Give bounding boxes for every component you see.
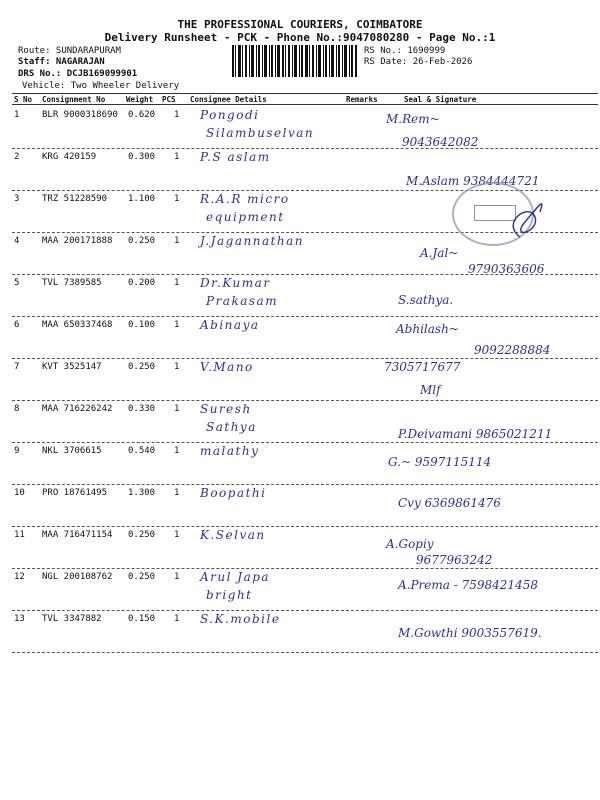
rs-date: RS Date: 26-Feb-2026 — [364, 57, 473, 67]
row-sno: 11 — [14, 530, 25, 540]
row-consignment-no: MAA 650337468 — [42, 320, 113, 330]
row-divider — [12, 568, 598, 569]
vehicle-label: Vehicle: Two Wheeler Delivery — [22, 81, 180, 91]
row-divider — [12, 400, 598, 401]
row-signature: M.Gowthi 9003557619. — [398, 626, 542, 640]
signature-scribble-icon — [490, 192, 550, 242]
row-pcs: 1 — [174, 488, 180, 498]
row-sno: 5 — [14, 278, 20, 288]
col-pcs: PCS — [162, 95, 176, 104]
rs-number: RS No.: 1690999 — [364, 46, 446, 56]
row-weight: 1.100 — [128, 194, 156, 204]
row-weight: 0.250 — [128, 362, 156, 372]
row-sno: 9 — [14, 446, 20, 456]
row-pcs: 1 — [174, 320, 180, 330]
row-weight: 0.300 — [128, 152, 156, 162]
row-consignee-name-line2: Silambuselvan — [206, 126, 315, 140]
row-sno: 13 — [14, 614, 25, 624]
row-divider — [12, 358, 598, 359]
row-pcs: 1 — [174, 362, 180, 372]
row-consignee-name: K.Selvan — [200, 528, 266, 542]
row-pcs: 1 — [174, 614, 180, 624]
col-consignment: Consignment No — [42, 95, 106, 104]
row-weight: 1.300 — [128, 488, 156, 498]
row-pcs: 1 — [174, 152, 180, 162]
row-consignment-no: PRO 18761495 — [42, 488, 108, 498]
row-consignee-name: Suresh — [200, 402, 252, 416]
row-sno: 1 — [14, 110, 20, 120]
row-weight: 0.540 — [128, 446, 156, 456]
col-sno: S No — [14, 95, 33, 104]
row-signature: A.Prema - 7598421458 — [398, 578, 538, 592]
row-consignment-no: MAA 200171888 — [42, 236, 113, 246]
row-consignee-name: Abinaya — [200, 318, 260, 332]
col-weight: Weight — [126, 95, 154, 104]
row-signature-line2: 9677963242 — [416, 553, 493, 567]
page-title: THE PROFESSIONAL COURIERS, COIMBATORE — [177, 18, 423, 31]
row-divider — [12, 148, 598, 149]
barcode-icon — [232, 45, 357, 77]
row-signature: Cvy 6369861476 — [398, 496, 501, 510]
row-signature-line2: 9092288884 — [474, 343, 551, 357]
row-consignee-name: Boopathi — [200, 486, 267, 500]
row-consignee-name-line2: bright — [206, 588, 253, 602]
staff-label: Staff: NAGARAJAN — [18, 57, 105, 67]
row-sno: 6 — [14, 320, 20, 330]
row-consignee-name: R.A.R micro — [200, 192, 290, 206]
row-pcs: 1 — [174, 404, 180, 414]
row-pcs: 1 — [174, 530, 180, 540]
row-consignee-name: J.Jagannathan — [200, 234, 305, 248]
row-sno: 8 — [14, 404, 20, 414]
row-divider — [12, 442, 598, 443]
page-subtitle: Delivery Runsheet - PCK - Phone No.:9047080280 - Page No.:1 — [104, 31, 496, 44]
drs-label: DRS No.: DCJB169099901 — [18, 69, 138, 79]
row-consignment-no: NGL 200108762 — [42, 572, 113, 582]
row-consignment-no: TVL 3347882 — [42, 614, 102, 624]
row-weight: 0.250 — [128, 236, 156, 246]
row-consignment-no: BLR 9000318690 — [42, 110, 118, 120]
row-pcs: 1 — [174, 446, 180, 456]
row-consignment-no: MAA 716226242 — [42, 404, 113, 414]
row-consignee-name: Pongodi — [200, 108, 260, 122]
row-signature: M.Rem~ — [386, 112, 440, 126]
row-consignment-no: NKL 3706615 — [42, 446, 102, 456]
row-sno: 4 — [14, 236, 20, 246]
row-consignment-no: MAA 716471154 — [42, 530, 113, 540]
row-divider — [12, 652, 598, 653]
row-signature: M.Aslam 9384444721 — [406, 174, 540, 188]
row-signature: G.~ 9597115114 — [388, 455, 492, 469]
row-consignee-name: P.S aslam — [200, 150, 271, 164]
row-consignee-name: V.Mano — [200, 360, 254, 374]
col-remarks: Remarks — [346, 95, 378, 104]
row-weight: 0.620 — [128, 110, 156, 120]
row-signature: P.Deivamani 9865021211 — [398, 427, 553, 441]
row-consignment-no: TVL 7389585 — [42, 278, 102, 288]
row-consignee-name: Arul Japa — [200, 570, 271, 584]
col-consignee: Consignee Details — [190, 95, 267, 104]
row-pcs: 1 — [174, 110, 180, 120]
row-divider — [12, 484, 598, 485]
row-divider — [12, 526, 598, 527]
row-weight: 0.250 — [128, 530, 156, 540]
row-sno: 12 — [14, 572, 25, 582]
row-consignee-name: malathy — [200, 444, 260, 458]
row-pcs: 1 — [174, 236, 180, 246]
row-consignment-no: KVT 3525147 — [42, 362, 102, 372]
row-signature: 7305717677 — [384, 360, 461, 374]
col-seal: Seal & Signature — [404, 95, 477, 104]
row-weight: 0.100 — [128, 320, 156, 330]
row-consignment-no: TRZ 51228590 — [42, 194, 108, 204]
row-sno: 2 — [14, 152, 20, 162]
row-divider — [12, 610, 598, 611]
row-pcs: 1 — [174, 572, 180, 582]
row-signature-line2: 9790363606 — [468, 262, 545, 276]
row-sno: 3 — [14, 194, 20, 204]
row-weight: 0.150 — [128, 614, 156, 624]
row-consignee-name-line2: equipment — [206, 210, 285, 224]
row-divider — [12, 316, 598, 317]
row-signature: A.Jal~ — [420, 246, 459, 260]
row-weight: 0.250 — [128, 572, 156, 582]
row-divider — [12, 274, 598, 275]
row-signature-line2: Mlf — [420, 383, 441, 397]
row-signature-line2: 9043642082 — [402, 135, 479, 149]
row-sno: 10 — [14, 488, 25, 498]
row-consignee-name: S.K.mobile — [200, 612, 281, 626]
row-weight: 0.330 — [128, 404, 156, 414]
row-sno: 7 — [14, 362, 20, 372]
route-label: Route: SUNDARAPURAM — [18, 46, 121, 56]
row-consignee-name: Dr.Kumar — [200, 276, 271, 290]
row-signature: Abhilash~ — [396, 322, 459, 336]
header-rule-top — [12, 93, 598, 94]
row-consignee-name-line2: Sathya — [206, 420, 257, 434]
header-rule-bottom — [12, 104, 598, 105]
row-pcs: 1 — [174, 278, 180, 288]
row-consignment-no: KRG 420159 — [42, 152, 97, 162]
row-consignee-name-line2: Prakasam — [206, 294, 279, 308]
row-weight: 0.200 — [128, 278, 156, 288]
row-pcs: 1 — [174, 194, 180, 204]
row-signature: S.sathya. — [398, 293, 454, 307]
row-signature: A.Gopiy — [386, 537, 434, 551]
